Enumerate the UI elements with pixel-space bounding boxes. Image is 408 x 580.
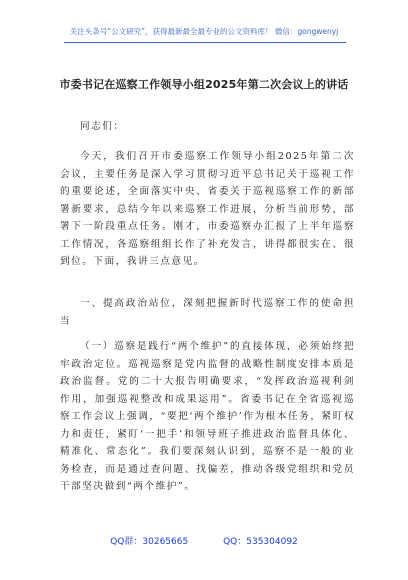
section-heading-1: 一、提高政治站位，深刻把握新时代巡察工作的使命担当: [60, 298, 355, 327]
header-divider: [64, 42, 346, 43]
footer-qq-group: QQ群：30265665: [110, 537, 189, 547]
greeting: 同志们：: [80, 121, 125, 132]
document-title: 市委书记在巡察工作领导小组2025年第二次会议上的讲话: [59, 78, 349, 91]
header-note: 关注头条号“公文研究”，获得最新最全最专业的公文资料库！ 微信：gongwenyj: [69, 27, 339, 36]
footer-contact: [0, 534, 408, 547]
footer-qq-number: QQ：535304092: [223, 537, 298, 547]
paragraph-intro: 今天，我们召开市委巡察工作领导小组2025年第二次会议，主要任务是深入学习贯彻习近平总书记关于巡视工作的重要论述，全面落实中央、省委关于巡视巡察工作的新部署新要求，总结今年以来巡察工作进展，分析当前形势，部署下一阶段重点任务。刚才，市委巡察办汇报了上半年巡察工作情况，各巡察组组长作了补充发言，讲得都很实在、很到位。下面，我讲三点意见。: [60, 151, 355, 267]
paragraph-subsection-1: （一）巡察是践行“两个维护”的直接体现，必须始终把牢政治定位。巡视巡察是党内监督的战略性制度安排本质是政治监督。党的二十大报告明确要求，“发挥政治巡视利剑作用，加强巡视整改和成果运用”。省委书记在全省巡视巡察工作会议上强调，“要把‘两个维护’作为根本任务，紧盯权力和责任，紧盯‘一把手’和领导班子推进政治监督具体化、精准化、常态化”。我们要深刻认识到，巡察不是一般的业务检查，而是通过查问题、找偏差，推动各级党组织和党员干部坚决做到“两个维护”。: [60, 341, 355, 492]
